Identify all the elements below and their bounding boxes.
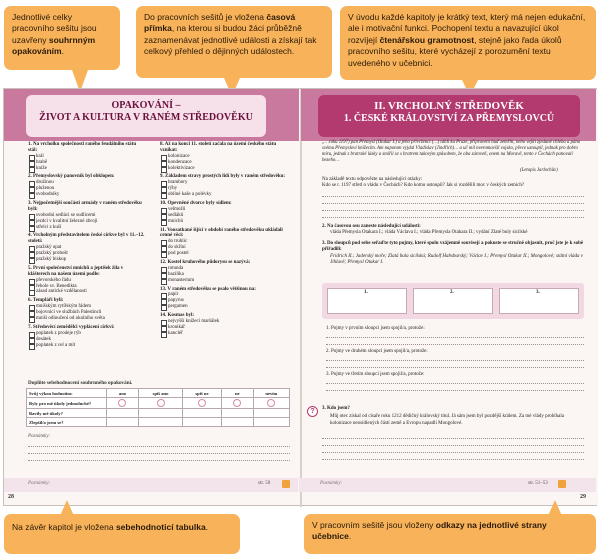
- column-box-2[interactable]: [413, 288, 493, 314]
- quiz-question: [28, 174, 146, 198]
- answer-option-checkbox[interactable]: družinou: [28, 180, 146, 186]
- smiley-icon: [118, 399, 126, 407]
- quiz-column-2: [160, 142, 288, 340]
- answer-option-checkbox[interactable]: monasterium: [160, 278, 288, 284]
- answer-lines-4[interactable]: [326, 377, 584, 391]
- quiz-question-text: [28, 201, 146, 213]
- callout-self-evaluation: Na závěr kapitol je vložena sebehodnoticí tabulka.: [4, 514, 240, 554]
- callout-reading-literacy: V úvodu každé kapitoly je krátký text, který má nejen edukační, ale i motivační funkci. Pochopení textu a navazující úkol rozvíjejí čtenářskou gramotnost, stejně jako řada úkolů pracovního sešitu, které vycházejí z porozumění textu uvedeného v učebnici.: [340, 6, 596, 80]
- quiz-question: [28, 142, 146, 171]
- question-number: 5.: [28, 265, 33, 271]
- answer-option-checkbox[interactable]: nejvyšší knížecí maršálek: [160, 319, 288, 325]
- quiz-question: [28, 201, 146, 230]
- self-rating-cell[interactable]: [107, 418, 139, 427]
- answer-option-checkbox[interactable]: do skříní: [160, 245, 288, 251]
- answer-option-checkbox[interactable]: svobodníky: [28, 192, 146, 198]
- answer-option-checkbox[interactable]: král: [28, 154, 146, 160]
- answer-option-checkbox[interactable]: kronikář: [160, 325, 288, 331]
- smiley-icon: [233, 399, 241, 407]
- question-number: 8.: [160, 142, 165, 147]
- answer-option-checkbox[interactable]: bazilika: [160, 272, 288, 278]
- title-line: ŽIVOT A KULTURA V RANÉM STŘEDOVĚKU: [39, 111, 253, 123]
- quiz-question: [28, 325, 146, 349]
- self-rating-cell[interactable]: [221, 398, 253, 409]
- self-table-option: spíš ne: [183, 389, 222, 398]
- question-number: 14.: [160, 313, 168, 319]
- question-number: 3.: [322, 406, 326, 411]
- question-number: 6.: [28, 298, 33, 304]
- self-rating-cell[interactable]: [138, 418, 182, 427]
- textbook-page-ref[interactable]: str. 51–53: [528, 481, 548, 486]
- answer-option-checkbox[interactable]: jezdci v kvalitní železné zbroji: [28, 219, 146, 225]
- self-table-option: nevím: [253, 389, 289, 398]
- question-text: Na vrcholku společnosti raného feudálního státu stál:: [28, 142, 137, 153]
- answer-option-checkbox[interactable]: střelci z kuší: [28, 225, 146, 231]
- self-evaluation-table-wrap: [26, 388, 290, 427]
- quiz-question: [28, 233, 146, 262]
- smiley-icon: [157, 399, 165, 407]
- answer-option-checkbox[interactable]: pražský biskup: [28, 257, 146, 263]
- right-footer-bar: [299, 478, 596, 492]
- answer-option-checkbox[interactable]: převorského řádu: [28, 278, 146, 284]
- self-table-option: ne: [221, 389, 253, 398]
- answer-lines-2[interactable]: [326, 331, 584, 345]
- self-rating-cell[interactable]: [221, 418, 253, 427]
- task-intro-line: Na základě textu odpovězte na následující otázky:: [322, 177, 423, 182]
- answer-option-checkbox[interactable]: obilné kaše a polévky: [160, 192, 288, 198]
- self-rating-cell[interactable]: [138, 398, 182, 409]
- question-text: V raném středověku se psalo většinou na:: [167, 286, 256, 292]
- self-table-label: Svůj výkon hodnotím:: [27, 389, 107, 398]
- task-who-am-i: [322, 406, 584, 427]
- answer-option-checkbox[interactable]: papír: [160, 292, 288, 298]
- question-text: Kosmas byl:: [167, 313, 195, 319]
- answer-option-checkbox[interactable]: poplatek z prodeje rýb: [28, 331, 146, 337]
- quiz-question-text: [160, 142, 288, 154]
- answer-option-checkbox[interactable]: velmožů: [160, 207, 288, 213]
- pair-line-3: 3. Pojmy ve třetím sloupci jsem spojil/a, protože:: [326, 372, 425, 377]
- answer-option-checkbox[interactable]: do truhlic: [160, 239, 288, 245]
- self-evaluation-table: [26, 388, 290, 427]
- column-box-1[interactable]: [327, 288, 407, 314]
- quiz-question: [160, 287, 288, 311]
- self-rating-cell[interactable]: [183, 398, 222, 409]
- answer-option-checkbox[interactable]: řehole sv. Benedikta: [28, 284, 146, 290]
- smiley-icon: [267, 399, 275, 407]
- question-text: Kdo jsem?: [327, 406, 350, 411]
- question-text: Středověcí zemědělci vyplácení církvi:: [33, 324, 115, 330]
- answer-option-checkbox[interactable]: desátek: [28, 337, 146, 343]
- question-terms: Fridrich II.; Jaderský moře; Zlatá bula sicilská; Rudolf Habsburský; Václav I.; Přemysl Otakar II.; Mongolové; státní vláda v Jihlavě; Přemysl Otakar I.: [330, 253, 583, 265]
- task-intro: [322, 177, 584, 190]
- self-evaluation-heading: Doplňte sebehodnocení souhrnného opakování.: [28, 380, 133, 386]
- quote-source: (Letopis Jarlochův): [520, 168, 558, 173]
- question-number: 9.: [160, 174, 165, 180]
- question-text: Opevněné dvorce byly sídlem:: [167, 201, 232, 207]
- question-number: 10.: [160, 201, 168, 207]
- intro-quote: [322, 140, 584, 164]
- question-detail: vláda Přemysla Otakara I.; vláda Václava I.; vláda Přemysla Otakara II.; vydání Zlaté buly sicilské: [330, 230, 528, 236]
- book-icon: [282, 480, 290, 488]
- task-timeline: [322, 224, 584, 237]
- question-number: 12.: [160, 260, 168, 266]
- self-rating-cell[interactable]: [253, 398, 289, 409]
- task-questions-line: Kdo se r. 1197 střetl o vládu v Čechách? Kdo komu ustoupil? Jak si rozdělili moc v českých zemích?: [322, 183, 525, 189]
- quiz-question: [160, 260, 288, 284]
- quiz-question-text: [28, 142, 146, 154]
- answer-option-checkbox[interactable]: rýby: [160, 186, 288, 192]
- quiz-column-1: [28, 142, 146, 352]
- question-text: Až na konci 11. století začala na území českého státu vznikat:: [160, 142, 277, 153]
- quiz-question: [160, 313, 288, 337]
- answer-option-checkbox[interactable]: kancléř: [160, 331, 288, 337]
- smiley-icon: [198, 399, 206, 407]
- page-number: 29: [580, 494, 586, 500]
- answer-option-checkbox[interactable]: mnišským rytířským řádem: [28, 304, 146, 310]
- answer-option-checkbox[interactable]: kníže: [28, 166, 146, 172]
- quiz-question-text: [160, 228, 288, 240]
- self-table-question: Zlepšil/a jsem se?: [27, 418, 107, 427]
- question-number: 11.: [160, 227, 168, 233]
- answer-option-checkbox[interactable]: pod postel: [160, 251, 288, 257]
- title-line: 1. ČESKÉ KRÁLOVSTVÍ ZA PŘEMYSLOVCŮ: [343, 112, 555, 124]
- answer-option-checkbox[interactable]: hrabě: [28, 160, 146, 166]
- answer-option-checkbox[interactable]: sedláků: [160, 213, 288, 219]
- answer-lines-3[interactable]: [326, 354, 584, 368]
- answer-option-checkbox[interactable]: poplatek z cel a mít: [28, 343, 146, 349]
- answer-lines-5[interactable]: [322, 432, 584, 460]
- pair-line-2: 2. Pojmy ve druhém sloupci jsem spojil/a, protože:: [326, 349, 428, 354]
- quiz-question: [160, 228, 288, 257]
- self-table-question: Byly pro mě úkoly jednoduché?: [27, 398, 107, 409]
- left-page-title: [26, 95, 266, 137]
- task-columns: [322, 241, 584, 266]
- self-rating-cell[interactable]: [183, 409, 222, 418]
- column-box-label: 3.: [536, 290, 540, 295]
- pair-line-1: 1. Pojmy v prvním sloupci jsem spojil/a, protože:: [326, 326, 425, 331]
- answer-option-checkbox[interactable]: zásad antické vzdělanosti: [28, 289, 146, 295]
- answer-option-checkbox[interactable]: papyrus: [160, 298, 288, 304]
- quiz-question: [160, 174, 288, 198]
- answer-option-checkbox[interactable]: pražský opat: [28, 245, 146, 251]
- question-mark-icon: ?: [307, 406, 318, 417]
- question-text: Vousatkané šijící v období raného středověku ukládali cenné věci:: [160, 227, 283, 239]
- quiz-question: [28, 266, 146, 295]
- textbook-page-ref[interactable]: str. 50: [258, 481, 271, 486]
- column-box-label: 2.: [450, 290, 454, 295]
- page-gutter: [300, 89, 302, 507]
- self-table-option: spíš ano: [138, 389, 182, 398]
- self-rating-cell[interactable]: [221, 409, 253, 418]
- callout-timeline: Do pracovních sešitů je vložena časová přímka, na kterou si budou žáci průběžně zaznamenávat jednotlivé události a získají tak celkový přehled o dějinných událostech.: [136, 6, 332, 78]
- question-text: Nejpočetnější součástí armády v raném středověku byli:: [28, 201, 142, 212]
- answer-option-checkbox[interactable]: svobodní sedláci se sudlicemi: [28, 213, 146, 219]
- notes-label: Poznámky:: [28, 434, 51, 439]
- question-number: 3.: [28, 201, 33, 207]
- question-text: Základem stravy prostých lidí byly v raném středověku:: [165, 174, 286, 180]
- answer-lines-1[interactable]: [322, 190, 584, 218]
- self-rating-cell[interactable]: [107, 398, 139, 409]
- question-text: První společenství mnichů a jeptišek žila v klášterech na našem území podle:: [28, 265, 124, 277]
- title-line: II. VRCHOLNÝ STŘEDOVĚK: [374, 100, 524, 112]
- self-rating-cell[interactable]: [107, 409, 139, 418]
- column-box-3[interactable]: [499, 288, 579, 314]
- answer-option-checkbox[interactable]: rotunda: [160, 266, 288, 272]
- question-number: 4.: [28, 233, 33, 239]
- question-detail: Můj otec získal od císaře roku 1212 dědičný královský titul. Já sám jsem byl pozdější králem. Za mé vlády probíhala kolonizace neosídlených částí země a Evropu napadli Mongolové.: [330, 414, 564, 426]
- notes-lines[interactable]: [28, 440, 290, 461]
- question-number: 2.: [28, 174, 33, 180]
- right-page-title: [318, 95, 580, 137]
- book-icon: [558, 480, 566, 488]
- column-box-label: 1.: [364, 290, 368, 295]
- question-text: Do sloupců pod sebe seřaďte tyto pojmy, které spolu vzájemně souvisejí a pokuste se stručně objasnit, proč jste je k sobě přiřadili:: [322, 241, 584, 253]
- answer-option-checkbox[interactable]: pergamen: [160, 304, 288, 310]
- answer-option-checkbox[interactable]: kolonizace: [160, 154, 288, 160]
- answer-option-checkbox[interactable]: mnichů: [160, 219, 288, 225]
- quiz-question: [160, 201, 288, 225]
- question-number: 2.: [322, 224, 326, 229]
- answer-option-checkbox[interactable]: pluženou: [28, 186, 146, 192]
- quiz-question-text: [28, 266, 146, 278]
- answer-option-checkbox[interactable]: brambory: [160, 180, 288, 186]
- question-number: 7.: [28, 324, 33, 330]
- self-rating-cell[interactable]: [138, 409, 182, 418]
- footer-notes-label: Poznámky:: [28, 481, 51, 486]
- callout-textbook-refs: V pracovním sešitě jsou vloženy odkazy na jednotlivé strany učebnice.: [304, 514, 596, 554]
- self-rating-cell[interactable]: [183, 418, 222, 427]
- question-text: Vrcholným představitelem české církve byl v 11.–12. století:: [28, 233, 145, 245]
- answer-option-checkbox[interactable]: bojovníci ve službách Palestinců: [28, 310, 146, 316]
- question-number: 3.: [322, 241, 326, 246]
- quiz-question: [160, 142, 288, 171]
- self-rating-cell[interactable]: [253, 418, 289, 427]
- question-number: 13.: [160, 286, 168, 292]
- self-rating-cell[interactable]: [253, 409, 289, 418]
- answer-option-checkbox[interactable]: kondenzace: [160, 160, 288, 166]
- question-text: Přemyslovský panovník byl obklopen:: [33, 174, 115, 180]
- quiz-question: [28, 298, 146, 322]
- page-number: 28: [8, 494, 14, 500]
- question-number: 1.: [28, 142, 33, 147]
- answer-option-checkbox[interactable]: mniši odloučení od okolního světa: [28, 316, 146, 322]
- self-table-question: Bavily mě úkoly?: [27, 409, 107, 418]
- question-text: Templáři byli:: [32, 298, 64, 304]
- answer-option-checkbox[interactable]: pražský probošt: [28, 251, 146, 257]
- quiz-question-text: [28, 233, 146, 245]
- question-text: Kostel kruhového půdorysu se nazývá:: [167, 260, 251, 266]
- answer-option-checkbox[interactable]: kolektivizace: [160, 166, 288, 172]
- title-line: OPAKOVÁNÍ –: [111, 100, 181, 111]
- footer-notes-label: Poznámky:: [320, 481, 343, 486]
- callout-summary-review: Jednotlivé celky pracovního sešitu jsou uzavřeny souhrnným opakováním.: [4, 6, 120, 70]
- quote-text: „…roku 1197) pan Přemysl (Otakar I.) a jeho přívrženci (…) táhli ku Praze, připraveni buď zemříti, nebo vejíti zjedané chleba a páno svému Přemyslovi knížecím. Am napotom vyjdal Vladislav (Jindřich)… a uč mil neeromavšíl vojsko, přece ustoupil, jednak pro dobro míru, jednak z bratrské lásky a smířil se s bratrem takovým způsobem, že oba zároveň, onem na Moravě, tento v Čechách panovali bezeho…: [322, 140, 581, 163]
- question-text: Na časovou osu zaneste následující události:: [327, 224, 421, 229]
- self-table-option: ano: [107, 389, 139, 398]
